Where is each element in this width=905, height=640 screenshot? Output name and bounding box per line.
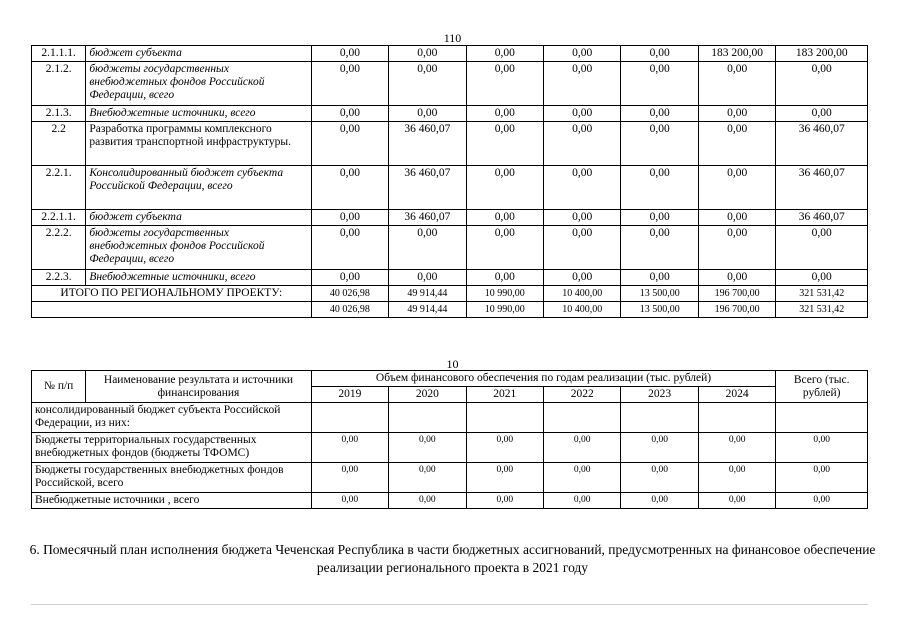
extra-value: 10 400,00 bbox=[544, 302, 621, 318]
extra-value: 196 700,00 bbox=[698, 302, 775, 318]
table-row bbox=[32, 493, 868, 509]
value-cell: 0,00 bbox=[311, 210, 388, 226]
table-row bbox=[32, 122, 868, 166]
value-cell: 0,00 bbox=[698, 166, 775, 210]
value-cell: 0,00 bbox=[389, 46, 466, 62]
value-cell: 0,00 bbox=[311, 463, 388, 493]
value-cell: 0,00 bbox=[698, 433, 775, 463]
total-value: 196 700,00 bbox=[698, 286, 775, 302]
row-number: 2.2.2. bbox=[32, 226, 86, 270]
row-number: 2.2.1.1. bbox=[32, 210, 86, 226]
table-row bbox=[32, 403, 868, 433]
value-cell: 0,00 bbox=[466, 106, 543, 122]
year-header: 2024 bbox=[698, 387, 775, 403]
value-cell: 0,00 bbox=[621, 46, 698, 62]
value-cell: 0,00 bbox=[621, 210, 698, 226]
value-cell bbox=[776, 403, 868, 433]
row-name: бюджеты государственных внебюджетных фондов Российской Федерации, всего bbox=[86, 62, 311, 106]
page-number-middle: 10 bbox=[446, 357, 459, 371]
value-cell: 0,00 bbox=[776, 493, 868, 509]
value-cell: 0,00 bbox=[544, 463, 621, 493]
value-cell: 0,00 bbox=[621, 463, 698, 493]
table-row bbox=[32, 270, 868, 286]
value-cell: 0,00 bbox=[466, 122, 543, 166]
value-cell: 0,00 bbox=[698, 493, 775, 509]
row-name: Консолидированный бюджет субъекта Российской Федерации, всего bbox=[86, 166, 311, 210]
row-number: 2.1.1.1. bbox=[32, 46, 86, 62]
table-row bbox=[32, 62, 868, 106]
table-row bbox=[32, 210, 868, 226]
row-number: 2.2.3. bbox=[32, 270, 86, 286]
extra-row bbox=[32, 302, 868, 318]
table-row bbox=[32, 226, 868, 270]
value-cell: 0,00 bbox=[311, 270, 388, 286]
value-cell: 0,00 bbox=[544, 493, 621, 509]
value-cell: 0,00 bbox=[389, 106, 466, 122]
value-cell: 0,00 bbox=[544, 433, 621, 463]
total-row bbox=[32, 286, 868, 302]
value-cell: 0,00 bbox=[311, 46, 388, 62]
value-cell: 36 460,07 bbox=[776, 210, 868, 226]
value-cell: 0,00 bbox=[621, 270, 698, 286]
value-cell bbox=[698, 403, 775, 433]
col-header-volume: Объем финансового обеспечения по годам реализации (тыс. рублей) bbox=[311, 371, 776, 387]
value-cell: 0,00 bbox=[311, 166, 388, 210]
value-cell bbox=[544, 403, 621, 433]
row-name: Бюджеты государственных внебюджетных фондов Российской, всего bbox=[32, 463, 312, 493]
value-cell: 0,00 bbox=[311, 226, 388, 270]
row-number: 2.1.2. bbox=[32, 62, 86, 106]
value-cell: 0,00 bbox=[544, 270, 621, 286]
value-cell: 0,00 bbox=[466, 270, 543, 286]
value-cell: 36 460,07 bbox=[389, 210, 466, 226]
value-cell: 0,00 bbox=[389, 226, 466, 270]
value-cell: 36 460,07 bbox=[776, 122, 868, 166]
value-cell bbox=[466, 403, 543, 433]
value-cell: 0,00 bbox=[466, 226, 543, 270]
value-cell: 0,00 bbox=[621, 433, 698, 463]
value-cell: 0,00 bbox=[466, 210, 543, 226]
value-cell: 0,00 bbox=[776, 62, 868, 106]
value-cell: 0,00 bbox=[621, 122, 698, 166]
value-cell: 0,00 bbox=[466, 463, 543, 493]
table-row bbox=[32, 433, 868, 463]
row-name: бюджет субъекта bbox=[86, 46, 311, 62]
value-cell: 0,00 bbox=[776, 226, 868, 270]
value-cell: 36 460,07 bbox=[389, 122, 466, 166]
row-name: Бюджеты территориальных государственных внебюджетных фондов (бюджеты ТФОМС) bbox=[32, 433, 312, 463]
total-value: 13 500,00 bbox=[621, 286, 698, 302]
value-cell: 183 200,00 bbox=[776, 46, 868, 62]
value-cell: 0,00 bbox=[621, 166, 698, 210]
value-cell: 0,00 bbox=[389, 62, 466, 106]
value-cell: 0,00 bbox=[544, 122, 621, 166]
value-cell: 0,00 bbox=[389, 493, 466, 509]
section-heading: 6. Помесячный план исполнения бюджета Чеченская Республика в части бюджетных ассигнований, предусмотренных на финансовое обеспечение реализации регионального проекта в 2021 году bbox=[29, 542, 876, 575]
value-cell: 0,00 bbox=[466, 493, 543, 509]
row-name: консолидированный бюджет субъекта Российской Федерации, из них: bbox=[32, 403, 312, 433]
value-cell: 0,00 bbox=[311, 122, 388, 166]
total-value: 10 400,00 bbox=[544, 286, 621, 302]
financing-table bbox=[31, 370, 868, 509]
value-cell: 0,00 bbox=[544, 226, 621, 270]
table-row bbox=[32, 463, 868, 493]
value-cell: 0,00 bbox=[544, 166, 621, 210]
value-cell: 0,00 bbox=[389, 433, 466, 463]
value-cell: 0,00 bbox=[466, 46, 543, 62]
value-cell bbox=[621, 403, 698, 433]
extra-value: 10 990,00 bbox=[466, 302, 543, 318]
total-value: 321 531,42 bbox=[776, 286, 868, 302]
value-cell: 36 460,07 bbox=[389, 166, 466, 210]
value-cell: 0,00 bbox=[544, 210, 621, 226]
value-cell: 36 460,07 bbox=[776, 166, 868, 210]
extra-value: 321 531,42 bbox=[776, 302, 868, 318]
row-name: Внебюджетные источники, всего bbox=[86, 106, 311, 122]
row-name: Внебюджетные источники, всего bbox=[86, 270, 311, 286]
value-cell: 0,00 bbox=[621, 62, 698, 106]
value-cell: 0,00 bbox=[544, 46, 621, 62]
page-number-top: 110 bbox=[443, 31, 462, 45]
value-cell: 0,00 bbox=[311, 433, 388, 463]
value-cell: 0,00 bbox=[466, 433, 543, 463]
row-name: бюджеты государственных внебюджетных фондов Российской Федерации, всего bbox=[86, 226, 311, 270]
row-name: Разработка программы комплексного развития транспортной инфраструктуры. bbox=[86, 122, 311, 166]
table-row bbox=[32, 106, 868, 122]
value-cell: 0,00 bbox=[698, 106, 775, 122]
value-cell: 0,00 bbox=[621, 226, 698, 270]
extra-value: 49 914,44 bbox=[389, 302, 466, 318]
row-name: Внебюджетные источники , всего bbox=[32, 493, 312, 509]
value-cell: 0,00 bbox=[698, 270, 775, 286]
divider bbox=[31, 604, 868, 605]
total-label: ИТОГО ПО РЕГИОНАЛЬНОМУ ПРОЕКТУ: bbox=[32, 286, 312, 302]
value-cell: 0,00 bbox=[698, 122, 775, 166]
col-header-name: Наименование результата и источники финансирования bbox=[86, 371, 311, 403]
value-cell: 0,00 bbox=[621, 106, 698, 122]
value-cell: 0,00 bbox=[311, 493, 388, 509]
total-value: 49 914,44 bbox=[389, 286, 466, 302]
value-cell bbox=[311, 403, 388, 433]
value-cell: 0,00 bbox=[776, 463, 868, 493]
value-cell: 183 200,00 bbox=[698, 46, 775, 62]
value-cell: 0,00 bbox=[389, 270, 466, 286]
row-number: 2.1.3. bbox=[32, 106, 86, 122]
total-value: 10 990,00 bbox=[466, 286, 543, 302]
budget-table-continuation bbox=[31, 45, 868, 318]
total-value: 40 026,98 bbox=[311, 286, 388, 302]
value-cell: 0,00 bbox=[776, 270, 868, 286]
value-cell: 0,00 bbox=[466, 166, 543, 210]
value-cell: 0,00 bbox=[776, 433, 868, 463]
value-cell: 0,00 bbox=[698, 210, 775, 226]
value-cell: 0,00 bbox=[698, 62, 775, 106]
row-name: бюджет субъекта bbox=[86, 210, 311, 226]
row-number: 2.2 bbox=[32, 122, 86, 166]
value-cell bbox=[389, 403, 466, 433]
value-cell: 0,00 bbox=[698, 463, 775, 493]
year-header: 2022 bbox=[544, 387, 621, 403]
col-header-total: Всего (тыс. рублей) bbox=[776, 371, 868, 403]
value-cell: 0,00 bbox=[389, 463, 466, 493]
year-header: 2019 bbox=[311, 387, 388, 403]
year-header: 2023 bbox=[621, 387, 698, 403]
extra-value: 13 500,00 bbox=[621, 302, 698, 318]
value-cell: 0,00 bbox=[466, 62, 543, 106]
value-cell: 0,00 bbox=[311, 62, 388, 106]
empty-cell bbox=[32, 302, 312, 318]
value-cell: 0,00 bbox=[311, 106, 388, 122]
value-cell: 0,00 bbox=[698, 226, 775, 270]
year-header: 2020 bbox=[389, 387, 466, 403]
col-header-number: № п/п bbox=[32, 371, 86, 403]
value-cell: 0,00 bbox=[621, 493, 698, 509]
table-row bbox=[32, 166, 868, 210]
value-cell: 0,00 bbox=[544, 62, 621, 106]
value-cell: 0,00 bbox=[544, 106, 621, 122]
table-row bbox=[32, 46, 868, 62]
row-number: 2.2.1. bbox=[32, 166, 86, 210]
extra-value: 40 026,98 bbox=[311, 302, 388, 318]
year-header: 2021 bbox=[466, 387, 543, 403]
value-cell: 0,00 bbox=[776, 106, 868, 122]
